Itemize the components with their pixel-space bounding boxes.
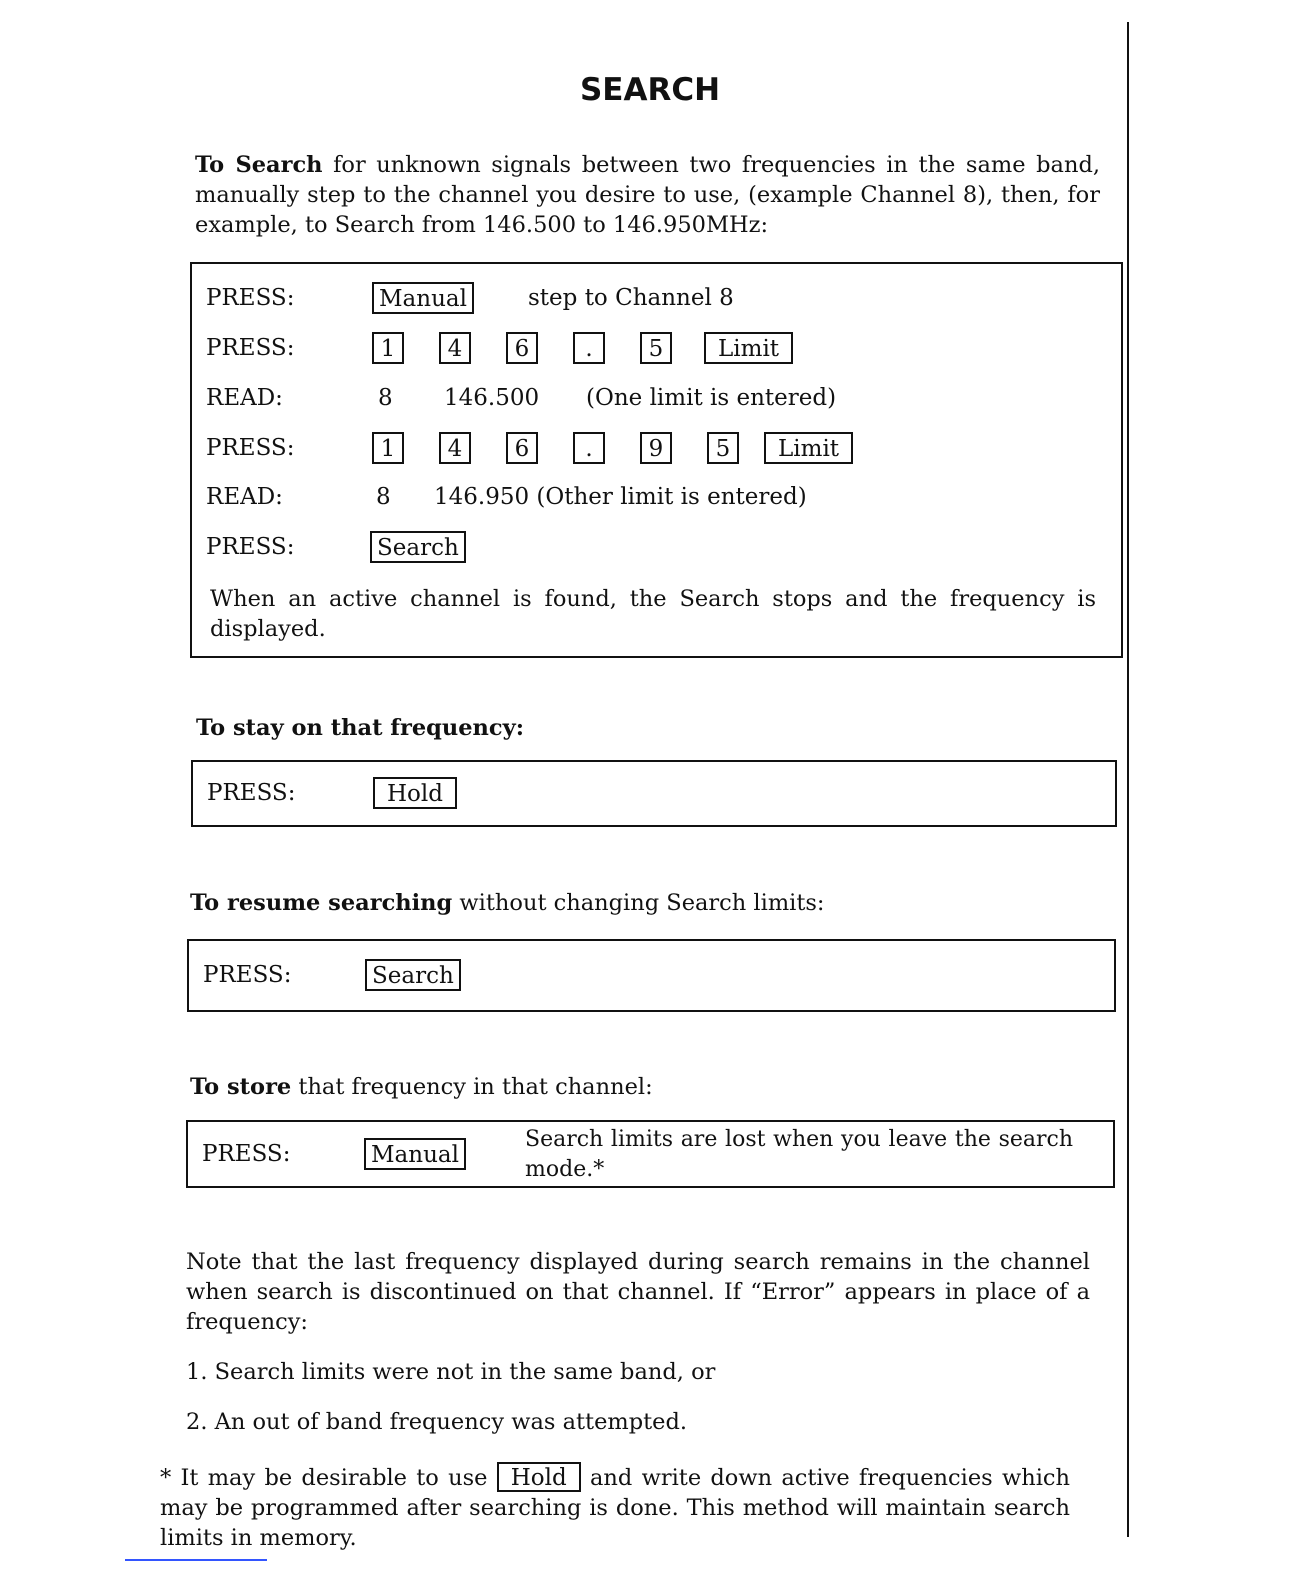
display-channel: 8 xyxy=(378,385,393,411)
display-channel: 8 xyxy=(376,484,391,510)
store-row xyxy=(202,1136,532,1172)
resume-heading: To resume searching without changing Search limits: xyxy=(190,890,825,916)
search-key: Search xyxy=(365,959,461,991)
footer-link-underline xyxy=(125,1559,267,1561)
procedure-row-4 xyxy=(206,430,1086,466)
hold-row xyxy=(207,775,1087,811)
page-title: SEARCH xyxy=(579,72,721,108)
resume-box xyxy=(187,939,1116,1012)
key-digit: 5 xyxy=(640,332,672,364)
key-digit: 6 xyxy=(506,432,538,464)
key-decimal: . xyxy=(573,432,605,464)
key-digit: 4 xyxy=(439,332,471,364)
search-result-text: When an active channel is found, the Search stops and the frequency is displayed. xyxy=(210,586,1096,642)
procedure-row-2 xyxy=(206,330,1086,366)
store-heading: To store that frequency in that channel: xyxy=(190,1074,653,1100)
press-label: PRESS: xyxy=(207,780,296,806)
press-label: PRESS: xyxy=(206,285,295,311)
key-digit: 5 xyxy=(707,432,739,464)
hold-box xyxy=(191,760,1117,827)
manual-key: Manual xyxy=(372,282,474,314)
procedure-box xyxy=(190,262,1123,658)
limit-entered-note: (One limit is entered) xyxy=(586,385,837,411)
intro-text: for unknown signals between two frequencies in the same band, manually step to the channel you desire to use, (example Channel 8), then, for example, to Search from 146.500 to 146.950MHz: xyxy=(195,152,1100,238)
key-decimal: . xyxy=(573,332,605,364)
limit-entered-note: 146.950 (Other limit is entered) xyxy=(434,484,807,510)
error-note-paragraph: Note that the last frequency displayed during search remains in the channel when search is discontinued on that channel. If “Error” appears in place of a frequency: xyxy=(186,1249,1090,1335)
read-label: READ: xyxy=(206,385,283,411)
hold-key: Hold xyxy=(497,1462,581,1492)
procedure-row-5 xyxy=(206,479,1086,515)
stay-heading: To stay on that frequency: xyxy=(196,715,524,741)
step-instruction: step to Channel 8 xyxy=(528,285,734,311)
press-label: PRESS: xyxy=(206,335,295,361)
hold-key: Hold xyxy=(373,777,457,809)
press-label: PRESS: xyxy=(206,435,295,461)
display-frequency: 146.500 xyxy=(444,385,540,411)
footnote xyxy=(160,1462,1070,1551)
key-digit: 1 xyxy=(372,432,404,464)
list-item: 1. Search limits were not in the same band, or xyxy=(186,1359,716,1385)
intro-lead: To Search xyxy=(195,152,323,178)
press-label: PRESS: xyxy=(203,962,292,988)
key-digit: 9 xyxy=(640,432,672,464)
store-box xyxy=(186,1120,1115,1188)
limit-key: Limit xyxy=(764,432,853,464)
intro-paragraph xyxy=(195,150,1100,240)
search-key: Search xyxy=(370,531,466,563)
resume-row xyxy=(203,957,1083,993)
key-digit: 1 xyxy=(372,332,404,364)
procedure-row-1 xyxy=(206,280,1086,316)
limit-key: Limit xyxy=(704,332,793,364)
footnote-text-after: and write down active frequencies which may be programmed after searching is done. This method will maintain search limits in memory. xyxy=(160,1465,1070,1551)
list-item: 2. An out of band frequency was attempted. xyxy=(186,1409,688,1435)
key-digit: 4 xyxy=(439,432,471,464)
manual-key: Manual xyxy=(364,1138,466,1170)
footnote-text-before: * It may be desirable to use xyxy=(160,1465,497,1491)
page-right-border xyxy=(1127,22,1129,1537)
procedure-row-6 xyxy=(206,529,1086,565)
read-label: READ: xyxy=(206,484,283,510)
press-label: PRESS: xyxy=(206,534,295,560)
search-limits-note: Search limits are lost when you leave the search mode.* xyxy=(525,1127,1073,1182)
press-label: PRESS: xyxy=(202,1141,291,1167)
key-digit: 6 xyxy=(506,332,538,364)
procedure-row-3 xyxy=(206,380,1086,416)
